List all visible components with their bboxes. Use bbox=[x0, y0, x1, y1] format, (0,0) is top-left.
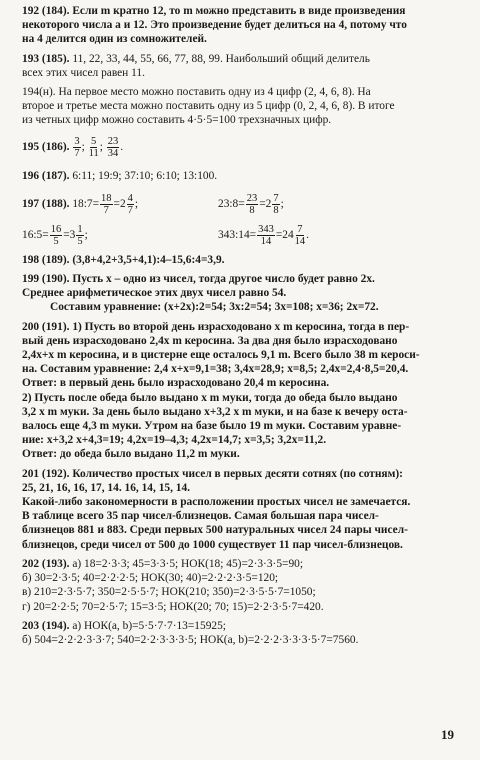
answer-text: Ответ: до обеда было выдано 11,2 m муки. bbox=[22, 448, 240, 461]
problem-number: 200 (191). bbox=[22, 320, 70, 333]
problem-number: 201 (192). bbox=[22, 467, 70, 480]
problem-text: на. Составим уравнение: 2,4 x+x=9,1=38; 3,4x=28,9; x=8,5; 2,4x=2,4·8,5=20,4. bbox=[22, 363, 409, 376]
problem-number: 199 (190). bbox=[22, 273, 70, 286]
expression: =3 bbox=[63, 228, 76, 241]
fraction: $\frac{4}{7}$ bbox=[127, 192, 133, 216]
problem-text: а) 18=2·3·3; 45=3·3·5; НОК(18; 45)=2·3·3·5=90; bbox=[72, 557, 304, 570]
problem-text: вый день израсходовано 2,4x m керосина. За два дня было израсходовано bbox=[22, 334, 398, 347]
page-number: 19 bbox=[441, 727, 454, 742]
problem-text: Если m кратно 12, то m можно представить в виде произведения bbox=[72, 5, 406, 17]
problem-number: 195 (186). bbox=[22, 140, 70, 153]
expression: =2 bbox=[113, 197, 126, 210]
fraction: $\frac{23}{34}$ bbox=[107, 135, 119, 159]
problem-text: Количество простых чисел в первых десяти сотнях (по сотням): bbox=[72, 467, 403, 480]
problem-202 bbox=[22, 557, 458, 614]
expression: =2 bbox=[259, 197, 272, 210]
problem-196 bbox=[22, 169, 458, 183]
problem-text: г) 20=2·2·5; 70=2·5·7; 15=3·5; НОК(20; 70; 15)=2·2·3·5·7=420. bbox=[22, 600, 324, 613]
problem-text: из четных цифр можно составить 4·5·5=100 трехзначных цифр. bbox=[22, 114, 332, 127]
problem-text: 194(н). На первое место можно поставить одну из 4 цифр (2, 4, 6, 8). На bbox=[22, 86, 371, 99]
problem-text: второе и третье места можно поставить одну из 5 цифр (0, 2, 4, 6, 8). В итоге bbox=[22, 100, 395, 113]
fraction: $\frac{7}{14}$ bbox=[294, 223, 306, 247]
problem-number: 203 (194). bbox=[22, 619, 70, 632]
problem-198 bbox=[22, 253, 458, 267]
fraction: $\frac{343}{14}$ bbox=[258, 223, 274, 247]
problem-text: б) 30=2·3·5; 40=2·2·2·5; НОК(30; 40)=2·2·2·3·5=120; bbox=[22, 572, 279, 585]
fraction: $\frac{18}{7}$ bbox=[101, 192, 112, 216]
fraction: $\frac{7}{8}$ bbox=[273, 192, 279, 216]
answer-text: Ответ: в первый день было израсходовано 20,4 m керосина. bbox=[22, 377, 330, 390]
fraction: $\frac{16}{5}$ bbox=[50, 223, 62, 247]
problem-194 bbox=[22, 85, 458, 128]
problem-text: 2) Пусть после обеда было выдано x m муки, тогда до обеда было выдано bbox=[22, 391, 398, 404]
problem-number: 198 (189). bbox=[22, 253, 70, 266]
problem-text: а) НОК(a, b)=5·5·7·7·13=15925; bbox=[72, 619, 226, 632]
problem-text: б) 504=2·2·2·3·3·7; 540=2·2·3·3·3·5; НОК(a, b)=2·2·2·3·3·3·5·7=7560. bbox=[22, 633, 359, 646]
problem-192 bbox=[22, 4, 458, 47]
problem-text: валось еще 4,3 m муки. Утром на базе было 19 m муки. Составим уравне- bbox=[22, 420, 402, 433]
problem-text: ние: x+3,2 x+4,3=19; 4,2x=19–4,3; 4,2x=14,7; x=3,5; 3,2x=11,2. bbox=[22, 434, 327, 447]
problem-text: (3,8+4,2+3,5+4,1):4–15,6:4=3,9. bbox=[72, 253, 225, 266]
problem-195: 195 (186). $\frac{3}{7}$ ; $\frac{5}{11}$ ; $\frac{23}{34}$ . bbox=[22, 135, 124, 159]
expression: =24 bbox=[275, 228, 294, 241]
expression: 23:8= bbox=[218, 197, 245, 210]
problem-number: 197 (188). bbox=[22, 197, 70, 210]
fraction: $\frac{1}{5}$ bbox=[77, 223, 83, 247]
fraction: $\frac{3}{7}$ bbox=[74, 135, 80, 159]
problem-text: всех этих чисел равен 11. bbox=[22, 66, 145, 79]
fraction: $\frac{23}{8}$ bbox=[246, 192, 258, 216]
problem-text: Составим уравнение: (x+2x):2=54; 3x:2=54; 3x=108; x=36; 2x=72. bbox=[50, 301, 379, 314]
problem-text: 3,2 x m муки. За день было выдано x+3,2 x m муки, и на базе к вечеру оста- bbox=[22, 405, 408, 418]
problem-203 bbox=[22, 619, 458, 647]
problem-text: близнецов 881 и 883. Среди первых 500 натуральных чисел 24 пары чисел- bbox=[22, 524, 408, 537]
problem-number: 196 (187). bbox=[22, 169, 70, 182]
problem-text: 6:11; 19:9; 37:10; 6:10; 13:100. bbox=[72, 169, 218, 182]
problem-number: 192 (184). bbox=[22, 5, 70, 17]
problem-number: 193 (185). bbox=[22, 52, 70, 65]
problem-text: 1) Пусть во второй день израсходовано x m керосина, тогда в пер- bbox=[72, 320, 410, 333]
problem-text: Среднее арифметическое этих двух чисел равно 54. bbox=[22, 287, 287, 300]
expression: 343:14= bbox=[218, 228, 257, 241]
problem-text: В таблице всего 35 пар чисел-близнецов. Самая большая пара чисел- bbox=[22, 510, 379, 523]
problem-text: Пусть x – одно из чисел, тогда другое число будет равно 2x. bbox=[72, 273, 375, 286]
problem-text: 2,4x+x m керосина, и в цистерне еще осталось 9,1 m. Всего было 38 m кероси- bbox=[22, 349, 420, 362]
expression: 18:7= bbox=[72, 197, 100, 210]
problem-201 bbox=[22, 467, 458, 552]
problem-number: 202 (193). bbox=[22, 557, 70, 570]
problem-193 bbox=[22, 52, 458, 80]
fraction: $\frac{5}{11}$ bbox=[88, 135, 99, 159]
problem-text: 25, 21, 16, 16, 17, 14. 16, 14, 15, 14. bbox=[22, 481, 191, 494]
problem-200 bbox=[22, 320, 458, 462]
expression: 16:5= bbox=[22, 228, 49, 241]
problem-text: 11, 22, 33, 44, 55, 66, 77, 88, 99. Наибольший общий делитель bbox=[72, 52, 370, 65]
problem-text: в) 210=2·3·5·7; 350=2·5·5·7; НОК(210; 350)=2·3·5·5·7=1050; bbox=[22, 586, 316, 599]
problem-text: близнецов, среди чисел от 500 до 1000 существует 11 пар чисел-близнецов. bbox=[22, 538, 403, 551]
problem-text: на 4 делится один из сомножителей. bbox=[22, 33, 207, 46]
problem-text: некоторого числа a и 12. Это произведение будет делиться на 4, потому что bbox=[22, 19, 407, 32]
problem-199 bbox=[22, 272, 458, 315]
problem-text: Какой-либо закономерности в расположении простых чисел не замечается. bbox=[22, 496, 411, 509]
problem-197: 197 (188). 18:7= $\frac{18}{7}$ =2 $\frac{4}{7}$ ; 23:8= $\frac{23}{8}$ =2 $\frac{7}{8}$ ; 16:5= $\frac{16}{5}$ =3 $\frac{1}{5}$ ; 343:14= $\frac{343}{14}$ =24 $\frac{7}{14}$ . bbox=[22, 192, 310, 247]
